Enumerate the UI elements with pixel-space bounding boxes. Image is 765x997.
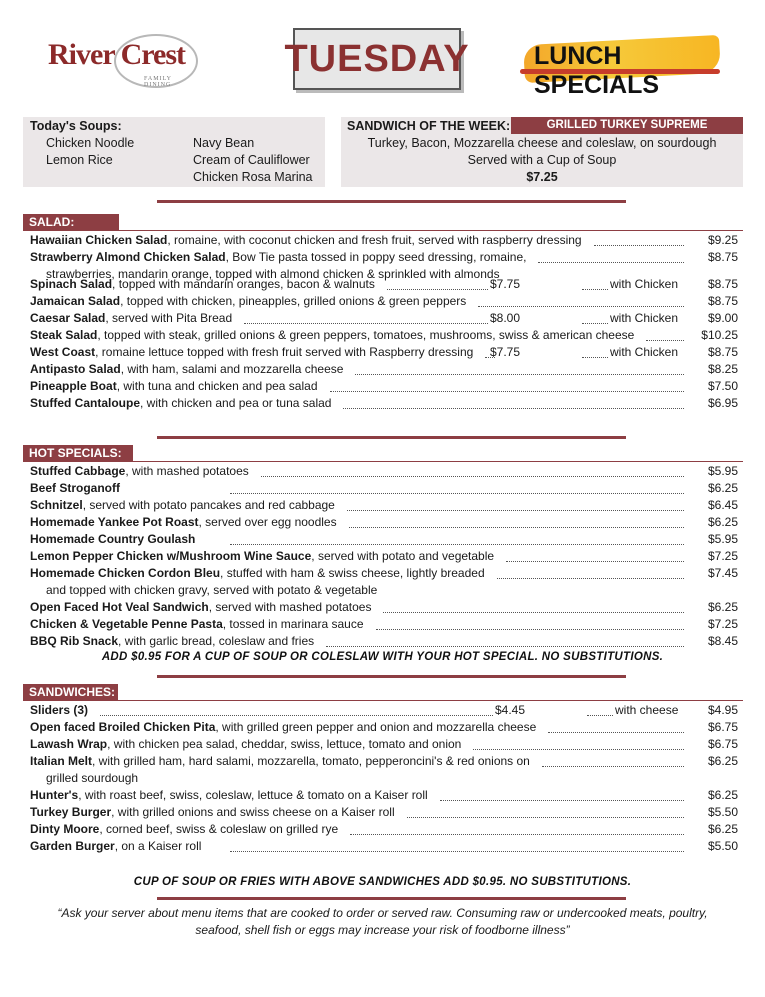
sandwich-week-name: GRILLED TURKEY SUPREME: [511, 117, 743, 134]
item-price: $7.25: [707, 549, 738, 563]
dot-leader: [582, 344, 608, 358]
dot-leader: [230, 838, 684, 852]
item-price: $10.25: [701, 328, 738, 342]
menu-item: [30, 753, 738, 770]
dot-leader: [407, 804, 684, 818]
dot-leader: [582, 276, 608, 290]
menu-item: [30, 395, 738, 412]
item-upgrade-label: [610, 344, 678, 361]
item-name: Beef Stroganoff: [30, 481, 120, 495]
item-detail: , with chicken pea salad, cheddar, swiss, lettuce, tomato and onion: [107, 737, 462, 751]
item-base-price: $7.75: [490, 277, 521, 291]
item-description: [30, 565, 485, 582]
item-detail: , stuffed with ham & swiss cheese, lightly breaded: [220, 566, 485, 580]
menu-item: [30, 293, 738, 310]
item-description: [30, 821, 338, 838]
item-upgrade-text: with Chicken: [610, 311, 679, 325]
item-price: $6.25: [707, 788, 738, 802]
item-detail: , topped with steak, grilled onions & green peppers, tomatoes, mushrooms, swiss & american cheese: [97, 328, 635, 342]
item-name: Spinach Salad: [30, 277, 113, 291]
item-name: Homemade Chicken Cordon Bleu: [30, 566, 221, 580]
section-line: [23, 700, 743, 701]
item-price: $5.95: [707, 464, 738, 478]
sandwich-week-panel: [341, 117, 743, 187]
item-detail: , with roast beef, swiss, coleslaw, lettuce & tomato on a Kaiser roll: [78, 788, 428, 802]
menu-item: [30, 804, 738, 821]
divider: [157, 897, 626, 900]
soup-item: Chicken Noodle: [46, 136, 135, 150]
dot-leader: [244, 310, 488, 324]
item-name: BBQ Rib Snack: [30, 634, 119, 648]
sandwich-week-line2: Served with a Cup of Soup: [467, 153, 617, 167]
dot-leader: [485, 344, 495, 358]
item-description: [30, 736, 461, 753]
item-name: Garden Burger: [30, 839, 115, 853]
item-description: [30, 480, 120, 497]
item-description-continued: strawberries, mandarin orange, topped with almond chicken & sprinkled with almonds: [46, 267, 500, 281]
sandwich-week-line1: Turkey, Bacon, Mozzarella cheese and coleslaw, on sourdough: [367, 136, 717, 150]
dot-leader: [387, 276, 488, 290]
divider: [157, 436, 626, 439]
item-description: [30, 616, 364, 633]
item-price: $7.45: [707, 566, 738, 580]
item-price: $8.45: [707, 634, 738, 648]
lunch-specials-banner: [520, 26, 725, 99]
sandwiches-section-title: SANDWICHES:: [23, 684, 118, 701]
item-upgrade-text: with Chicken: [610, 345, 679, 359]
menu-item: [30, 480, 738, 497]
dot-leader: [376, 616, 684, 630]
item-price: $8.75: [707, 345, 738, 359]
dot-leader: [355, 361, 684, 375]
disclaimer-line1: “Ask your server about menu items that are cooked to order or served raw. Consuming raw or undercooked meats, poultry,: [57, 906, 708, 920]
item-detail: , served with Pita Bread: [105, 311, 233, 325]
item-name: Hunter's: [30, 788, 79, 802]
dot-leader: [594, 232, 684, 246]
item-price: $6.45: [707, 498, 738, 512]
dot-leader: [343, 395, 684, 409]
dot-leader: [542, 753, 684, 767]
item-description: [30, 633, 314, 650]
item-price: $8.75: [707, 277, 738, 291]
item-detail: , with ham, salami and mozzarella cheese: [120, 362, 344, 376]
soups-panel: [23, 117, 325, 187]
item-detail: , corned beef, swiss & coleslaw on grilled rye: [99, 822, 339, 836]
item-name: Pineapple Boat: [30, 379, 117, 393]
menu-item: [30, 702, 738, 719]
salad-section-title: SALAD:: [23, 214, 119, 231]
menu-item: [30, 497, 738, 514]
section-line: [23, 230, 743, 231]
item-name: Italian Melt: [30, 754, 93, 768]
dot-leader: [326, 633, 684, 647]
item-description: [30, 599, 371, 616]
item-name: Steak Salad: [30, 328, 98, 342]
dot-leader: [478, 293, 684, 307]
item-description: [30, 719, 536, 736]
menu-item: [30, 599, 738, 616]
item-name: Open faced Broiled Chicken Pita: [30, 720, 216, 734]
item-name: Hawaiian Chicken Salad: [30, 233, 168, 247]
hot-section-title: HOT SPECIALS:: [23, 445, 133, 462]
item-detail: , topped with chicken, pineapples, grilled onions & green peppers: [120, 294, 467, 308]
menu-item: [30, 232, 738, 249]
item-detail: , on a Kaiser roll: [114, 839, 202, 853]
menu-item: [30, 361, 738, 378]
item-price: $4.95: [707, 703, 738, 717]
item-description: [30, 232, 582, 249]
dot-leader: [646, 327, 684, 341]
item-name: Sliders (3): [30, 703, 89, 717]
divider: [157, 200, 626, 203]
item-detail: , romaine, with coconut chicken and fresh fruit, served with raspberry dressing: [167, 233, 582, 247]
item-description: [30, 463, 249, 480]
item-detail: , with tuna and chicken and pea salad: [116, 379, 318, 393]
item-price: $9.00: [707, 311, 738, 325]
item-description: [30, 804, 395, 821]
item-name: Stuffed Cabbage: [30, 464, 126, 478]
item-detail: , romaine lettuce topped with fresh fruit served with Raspberry dressing: [95, 345, 474, 359]
item-base-price: $8.00: [490, 311, 521, 325]
dot-leader: [349, 514, 684, 528]
divider: [157, 675, 626, 678]
item-description: [30, 514, 337, 531]
item-name: Homemade Yankee Pot Roast: [30, 515, 199, 529]
item-detail: , served with potato and vegetable: [311, 549, 495, 563]
item-price: $7.50: [707, 379, 738, 393]
item-description: [30, 249, 526, 266]
dot-leader: [440, 787, 684, 801]
logo-name: River Crest: [48, 38, 186, 71]
menu-item: [30, 531, 738, 548]
dot-leader: [230, 531, 684, 545]
item-detail: , with chicken and pea or tuna salad: [140, 396, 332, 410]
item-description: [30, 395, 331, 412]
item-detail: , topped with mandarin oranges, bacon & walnuts: [112, 277, 375, 291]
dot-leader: [582, 310, 608, 324]
item-description: [30, 344, 473, 361]
item-detail: , served with mashed potatoes: [208, 600, 372, 614]
item-detail: , served over egg noodles: [198, 515, 337, 529]
item-name: West Coast: [30, 345, 96, 359]
item-upgrade-label: [610, 310, 678, 327]
item-name: Lemon Pepper Chicken w/Mushroom Wine Sauce: [30, 549, 312, 563]
day-title: TUESDAY: [284, 37, 470, 80]
item-description: [30, 787, 428, 804]
item-name: Caesar Salad: [30, 311, 106, 325]
menu-item: [30, 821, 738, 838]
menu-item: [30, 736, 738, 753]
item-price: $6.75: [707, 737, 738, 751]
item-name: Strawberry Almond Chicken Salad: [30, 250, 226, 264]
section-line: [23, 461, 743, 462]
menu-item: [30, 633, 738, 650]
dot-leader: [506, 548, 684, 562]
soup-item: Navy Bean: [193, 136, 255, 150]
dot-leader: [230, 480, 684, 494]
item-description: [30, 702, 88, 719]
item-name: Dinty Moore: [30, 822, 100, 836]
sandwich-week-price: $7.25: [526, 170, 558, 184]
dot-leader: [261, 463, 684, 477]
item-description: [30, 310, 232, 327]
menu-item: [30, 838, 738, 855]
item-detail: , tossed in marinara sauce: [222, 617, 364, 631]
item-upgrade-label: [615, 702, 678, 719]
item-upgrade-label: [610, 276, 678, 293]
menu-item: [30, 327, 738, 344]
item-price: $8.25: [707, 362, 738, 376]
day-box: [284, 28, 470, 90]
item-description: [30, 497, 335, 514]
item-detail: , with grilled onions and swiss cheese on a Kaiser roll: [111, 805, 395, 819]
menu-item: [30, 787, 738, 804]
menu-item: [30, 276, 738, 293]
item-price: $6.25: [707, 822, 738, 836]
item-price: $8.75: [707, 294, 738, 308]
sandwich-week-label: SANDWICH OF THE WEEK:: [347, 119, 511, 133]
menu-item: [30, 463, 738, 480]
dot-leader: [350, 821, 684, 835]
item-price: $5.95: [707, 532, 738, 546]
item-description: [30, 531, 195, 548]
item-price: $6.95: [707, 396, 738, 410]
item-name: Schnitzel: [30, 498, 83, 512]
menu-item: [30, 378, 738, 395]
item-price: $5.50: [707, 805, 738, 819]
soups-title: Today's Soups:: [30, 119, 122, 133]
item-description: [30, 838, 201, 855]
item-description: [30, 327, 634, 344]
menu-item: [30, 310, 738, 327]
item-base-price: $4.45: [495, 703, 526, 717]
item-detail: , with garlic bread, coleslaw and fries: [118, 634, 315, 648]
menu-item: [30, 565, 738, 582]
item-detail: , with mashed potatoes: [125, 464, 249, 478]
disclaimer-line2: seafood, shell fish or eggs may increase your risk of foodborne illness”: [195, 923, 570, 937]
item-name: Turkey Burger: [30, 805, 112, 819]
item-detail: , served with potato pancakes and red cabbage: [82, 498, 335, 512]
item-name: Stuffed Cantaloupe: [30, 396, 140, 410]
dot-leader: [347, 497, 684, 511]
item-price: $6.25: [707, 481, 738, 495]
item-name: Open Faced Hot Veal Sandwich: [30, 600, 209, 614]
hot-note: ADD $0.95 FOR A CUP OF SOUP OR COLESLAW WITH YOUR HOT SPECIAL. NO SUBSTITUTIONS.: [101, 651, 664, 663]
item-name: Antipasto Salad: [30, 362, 121, 376]
item-price: $7.25: [707, 617, 738, 631]
item-name: Chicken & Vegetable Penne Pasta: [30, 617, 223, 631]
menu-item: [30, 249, 738, 266]
dot-leader: [473, 736, 684, 750]
item-description-continued: and topped with chicken gravy, served with potato & vegetable: [46, 583, 378, 597]
item-price: $6.25: [707, 515, 738, 529]
river-crest-logo: [40, 34, 200, 94]
dot-leader: [330, 378, 684, 392]
item-price: $6.25: [707, 754, 738, 768]
item-description: [30, 361, 343, 378]
item-base-price: $7.75: [490, 345, 521, 359]
item-upgrade-text: with Chicken: [610, 277, 679, 291]
dot-leader: [538, 249, 684, 263]
menu-item: [30, 719, 738, 736]
dot-leader: [548, 719, 684, 733]
item-description: [30, 293, 466, 310]
item-price: $6.75: [707, 720, 738, 734]
item-description: [30, 276, 375, 293]
logo-tagline: FAMILY DINING: [144, 76, 172, 88]
item-description: [30, 753, 530, 770]
item-price: $5.50: [707, 839, 738, 853]
item-price: $6.25: [707, 600, 738, 614]
item-description-continued: grilled sourdough: [46, 771, 139, 785]
item-description: [30, 548, 494, 565]
item-description: [30, 378, 318, 395]
item-detail: , Bow Tie pasta tossed in poppy seed dressing, romaine,: [225, 250, 527, 264]
soup-item: Chicken Rosa Marina: [193, 170, 313, 184]
soup-item: Cream of Cauliflower: [193, 153, 310, 167]
item-name: Homemade Country Goulash: [30, 532, 196, 546]
dot-leader: [587, 702, 613, 716]
item-upgrade-text: with cheese: [615, 703, 679, 717]
soup-item: Lemon Rice: [46, 153, 113, 167]
item-price: $8.75: [707, 250, 738, 264]
item-name: Jamaican Salad: [30, 294, 121, 308]
page-title: LUNCH SPECIALS: [534, 42, 660, 99]
menu-item: [30, 514, 738, 531]
item-detail: , with grilled green pepper and onion and mozzarella cheese: [215, 720, 537, 734]
menu-item: [30, 616, 738, 633]
item-detail: , with grilled ham, hard salami, mozzarella, tomato, pepperoncini's & red onions on: [92, 754, 530, 768]
dot-leader: [100, 702, 493, 716]
sandwiches-note: CUP OF SOUP OR FRIES WITH ABOVE SANDWICHES ADD $0.95. NO SUBSTITUTIONS.: [133, 876, 632, 888]
item-name: Lawash Wrap: [30, 737, 108, 751]
dot-leader: [383, 599, 684, 613]
menu-item: [30, 548, 738, 565]
item-price: $9.25: [707, 233, 738, 247]
menu-item: [30, 344, 738, 361]
dot-leader: [497, 565, 684, 579]
